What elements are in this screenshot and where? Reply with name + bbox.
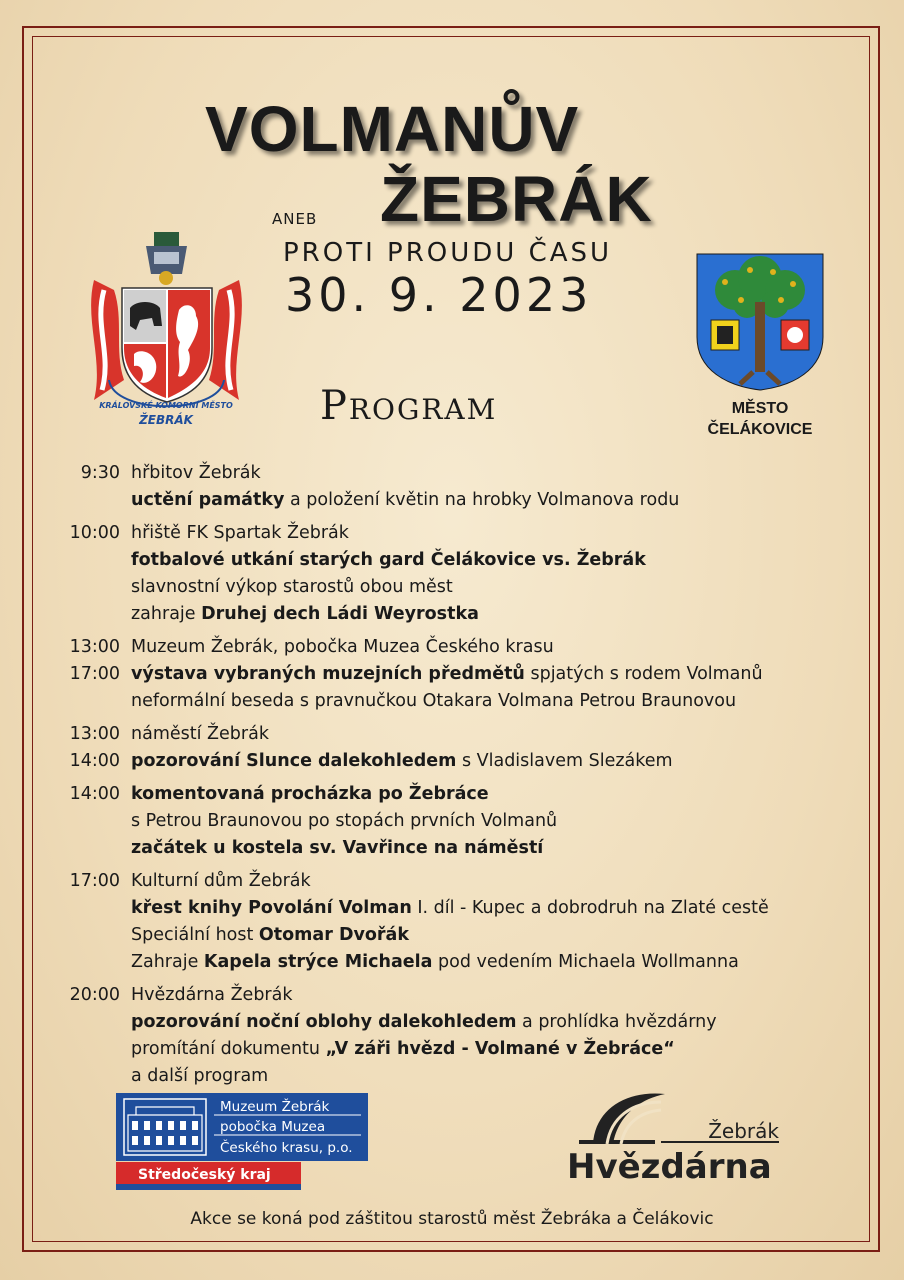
event-line	[131, 895, 850, 922]
event-text: hřbitov Žebrák	[131, 463, 261, 483]
event-line	[131, 661, 850, 688]
region-label: Středočeský kraj	[138, 1167, 271, 1183]
event-line	[131, 781, 850, 808]
zebrak-coat-of-arms-icon	[84, 230, 249, 430]
program-event	[60, 721, 850, 775]
museum-logo-line3: Českého krasu, p.o.	[220, 1140, 353, 1156]
event-text: Hvězdárna Žebrák	[131, 985, 293, 1005]
celakovice-caption	[690, 398, 830, 440]
observatory-logo	[565, 1090, 795, 1190]
event-line	[131, 1009, 850, 1036]
event-highlight: pozorování Slunce dalekohledem	[131, 751, 457, 771]
svg-text:ŽEBRÁK: ŽEBRÁK	[139, 413, 193, 427]
event-highlight: Druhej dech Ládi Weyrostka	[201, 604, 479, 624]
event-line	[131, 721, 850, 748]
event-time: 17:00	[69, 871, 120, 891]
event-time-end: 14:00	[69, 751, 120, 771]
celakovice-caption-line2: ČELÁKOVICE	[707, 421, 813, 438]
museum-logo-line2: pobočka Muzea	[220, 1119, 326, 1135]
event-text: spjatých s rodem Volmanů	[524, 664, 763, 684]
event-time: 14:00	[69, 784, 120, 804]
event-text: a další program	[131, 1066, 269, 1086]
event-text: Muzeum Žebrák, pobočka Muzea Českého krasu	[131, 637, 554, 657]
event-line	[131, 547, 850, 574]
event-line	[131, 1063, 850, 1090]
event-line	[131, 574, 850, 601]
event-line	[131, 982, 850, 1009]
program-event	[60, 781, 850, 862]
title-line1: VOLMANŮV	[205, 93, 580, 165]
program-event	[60, 634, 850, 715]
event-time-end: 17:00	[69, 664, 120, 684]
museum-zebrak-logo	[116, 1093, 368, 1190]
museum-logo-line1: Muzeum Žebrák	[220, 1099, 330, 1115]
event-line	[131, 1036, 850, 1063]
program-heading: Program	[320, 383, 498, 429]
event-text: neformální beseda s pravnučkou Otakara Volmana Petrou Braunovou	[131, 691, 737, 711]
title-line2: ŽEBRÁK	[380, 163, 653, 235]
event-text: promítání dokumentu	[131, 1039, 326, 1059]
event-time: 20:00	[69, 985, 120, 1005]
event-highlight: „V záři hvězd - Volmané v Žebráce“	[325, 1039, 675, 1059]
event-line	[131, 922, 850, 949]
event-highlight: začátek u kostela sv. Vavřince na náměstí	[131, 838, 544, 858]
event-date: 30. 9. 2023	[285, 268, 593, 322]
event-line	[131, 487, 850, 514]
event-text: slavnostní výkop starostů obou měst	[131, 577, 453, 597]
event-text: zahraje	[131, 604, 202, 624]
event-highlight: pozorování noční oblohy dalekohledem	[131, 1012, 517, 1032]
subtitle: PROTI PROUDU ČASU	[283, 238, 613, 268]
event-text: Speciální host	[131, 925, 259, 945]
celakovice-caption-line1: MĚSTO	[731, 400, 789, 417]
event-text: a prohlídka hvězdárny	[516, 1012, 717, 1032]
event-text: s Petrou Braunovou po stopách prvních Volmanů	[131, 811, 558, 831]
program-schedule	[60, 460, 850, 1096]
event-line	[131, 601, 850, 628]
event-text: s Vladislavem Slezákem	[456, 751, 673, 771]
event-text: pod vedením Michaela Wollmanna	[432, 952, 739, 972]
event-highlight: komentovaná procházka po Žebráce	[131, 784, 489, 804]
event-text: Zahraje	[131, 952, 204, 972]
event-text: Kulturní dům Žebrák	[131, 871, 311, 891]
event-line	[131, 634, 850, 661]
event-line	[131, 460, 850, 487]
event-text: hřiště FK Spartak Žebrák	[131, 523, 349, 543]
program-event	[60, 460, 850, 514]
patronage-footer: Akce se koná pod záštitou starostů měst Žebráka a Čelákovic	[190, 1209, 714, 1229]
event-time: 9:30	[80, 463, 120, 483]
event-line	[131, 808, 850, 835]
event-line	[131, 688, 850, 715]
event-highlight: křest knihy Povolání Volman	[131, 898, 412, 918]
event-time: 10:00	[69, 523, 120, 543]
event-text: náměstí Žebrák	[131, 724, 269, 744]
event-line	[131, 748, 850, 775]
program-event	[60, 520, 850, 628]
event-line	[131, 520, 850, 547]
program-event	[60, 868, 850, 976]
event-text: a položení květin na hrobky Volmanova rodu	[284, 490, 680, 510]
event-highlight: fotbalové utkání starých gard Čelákovice vs. Žebrák	[131, 550, 646, 570]
event-highlight: Kapela strýce Michaela	[203, 952, 433, 972]
event-highlight: uctění památky	[131, 490, 285, 510]
observatory-name: Hvězdárna	[567, 1147, 772, 1187]
event-line	[131, 949, 850, 976]
celakovice-coat-of-arms-icon	[695, 252, 825, 392]
observatory-town: Žebrák	[708, 1119, 779, 1143]
event-line	[131, 835, 850, 862]
event-time: 13:00	[69, 637, 120, 657]
event-line	[131, 868, 850, 895]
event-highlight: výstava vybraných muzejních předmětů	[131, 664, 525, 684]
aneb-text: ANEB	[272, 210, 318, 228]
program-event	[60, 982, 850, 1090]
event-highlight: Otomar Dvořák	[258, 925, 409, 945]
event-time: 13:00	[69, 724, 120, 744]
svg-text:KRÁLOVSKÉ KOMORNÍ MĚSTO: KRÁLOVSKÉ KOMORNÍ MĚSTO	[99, 401, 233, 410]
event-text: I. díl - Kupec a dobrodruh na Zlaté cestě	[411, 898, 769, 918]
